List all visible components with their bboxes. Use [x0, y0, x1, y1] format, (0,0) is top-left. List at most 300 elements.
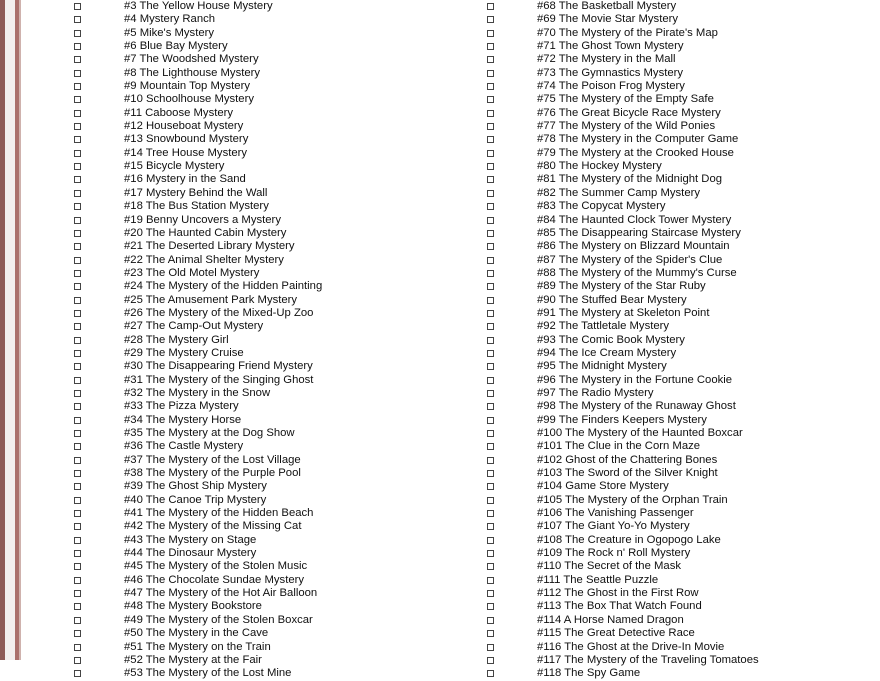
list-item[interactable] [461, 440, 880, 453]
checkbox-icon[interactable] [487, 670, 494, 677]
list-item[interactable] [22, 667, 461, 680]
checkbox-icon[interactable] [487, 537, 494, 544]
list-item[interactable] [461, 427, 880, 440]
checklist-right-list [461, 0, 880, 681]
checkbox-icon[interactable] [487, 56, 494, 63]
list-item[interactable] [461, 520, 880, 533]
list-item[interactable] [22, 53, 461, 66]
checkbox-cell [22, 574, 102, 584]
list-item[interactable] [461, 27, 880, 40]
list-item[interactable] [22, 574, 461, 587]
checkbox-icon[interactable] [74, 457, 81, 464]
checkbox-icon[interactable] [487, 577, 494, 584]
list-item[interactable] [461, 133, 880, 146]
checkbox-icon[interactable] [487, 550, 494, 557]
checkbox-cell [22, 267, 102, 277]
list-item[interactable] [461, 480, 880, 493]
list-item[interactable] [22, 454, 461, 467]
list-item[interactable] [22, 67, 461, 80]
checkbox-cell [461, 520, 515, 530]
checkbox-icon[interactable] [487, 150, 494, 157]
checkbox-cell [22, 600, 102, 610]
checkbox-cell [22, 307, 102, 317]
list-item[interactable] [22, 614, 461, 627]
checkbox-icon[interactable] [74, 96, 81, 103]
checkbox-icon[interactable] [74, 3, 81, 10]
list-item[interactable] [461, 80, 880, 93]
checkbox-cell [461, 227, 515, 237]
checkbox-icon[interactable] [487, 310, 494, 317]
checkbox-icon[interactable] [74, 390, 81, 397]
book-title: #51 The Mystery on the Train [124, 640, 271, 653]
book-title: #18 The Bus Station Mystery [124, 200, 269, 213]
checkbox-icon[interactable] [487, 30, 494, 37]
book-title: #70 The Mystery of the Pirate's Map [536, 26, 718, 39]
list-item[interactable] [22, 13, 461, 26]
checkbox-cell [461, 280, 515, 290]
list-item[interactable] [22, 507, 461, 520]
checkbox-icon[interactable] [487, 497, 494, 504]
list-item[interactable] [461, 414, 880, 427]
list-item[interactable] [22, 307, 461, 320]
checkbox-icon[interactable] [74, 257, 81, 264]
checkbox-icon[interactable] [487, 337, 494, 344]
book-title: #49 The Mystery of the Stolen Boxcar [124, 613, 313, 626]
list-item[interactable] [461, 214, 880, 227]
list-item[interactable] [22, 27, 461, 40]
list-item[interactable] [461, 227, 880, 240]
checkbox-icon[interactable] [74, 136, 81, 143]
checkbox-icon[interactable] [74, 577, 81, 584]
list-item[interactable] [461, 574, 880, 587]
book-title: #50 The Mystery in the Cave [124, 627, 269, 640]
book-title: #82 The Summer Camp Mystery [536, 186, 701, 199]
checkbox-icon[interactable] [74, 16, 81, 23]
checkbox-cell [461, 560, 515, 570]
list-item[interactable] [22, 133, 461, 146]
list-item[interactable] [22, 227, 461, 240]
book-title: #112 The Ghost in the First Row [536, 587, 699, 600]
list-item[interactable] [22, 40, 461, 53]
list-item[interactable] [461, 307, 880, 320]
checkbox-icon[interactable] [74, 270, 81, 277]
list-item[interactable] [461, 600, 880, 613]
checkbox-cell [22, 107, 102, 117]
book-title: #72 The Mystery in the Mall [536, 53, 676, 66]
checkbox-icon[interactable] [74, 590, 81, 597]
book-title: #103 The Sword of the Silver Knight [536, 467, 718, 480]
checkbox-icon[interactable] [487, 457, 494, 464]
list-item[interactable] [22, 427, 461, 440]
list-item[interactable] [461, 147, 880, 160]
list-item[interactable] [22, 440, 461, 453]
list-item[interactable] [461, 387, 880, 400]
checkbox-icon[interactable] [74, 70, 81, 77]
checkbox-icon[interactable] [74, 163, 81, 170]
checkbox-icon[interactable] [487, 603, 494, 610]
checkbox-icon[interactable] [74, 510, 81, 517]
book-title: #83 The Copycat Mystery [536, 200, 666, 213]
book-title: #28 The Mystery Girl [124, 333, 229, 346]
list-item[interactable] [22, 107, 461, 120]
checkbox-icon[interactable] [74, 43, 81, 50]
list-item[interactable] [461, 280, 880, 293]
list-item[interactable] [461, 294, 880, 307]
book-title: #97 The Radio Mystery [536, 386, 654, 399]
checkbox-icon[interactable] [487, 70, 494, 77]
checkbox-cell [22, 547, 102, 557]
checkbox-icon[interactable] [487, 377, 494, 384]
list-item[interactable] [461, 507, 880, 520]
checkbox-icon[interactable] [487, 417, 494, 424]
checkbox-icon[interactable] [74, 417, 81, 424]
checkbox-cell [461, 467, 515, 477]
checkbox-icon[interactable] [74, 377, 81, 384]
checkbox-cell [22, 320, 102, 330]
checkbox-icon[interactable] [74, 537, 81, 544]
checkbox-icon[interactable] [74, 230, 81, 237]
checkbox-cell [461, 240, 515, 250]
checkbox-icon[interactable] [487, 523, 494, 530]
checkbox-cell [22, 294, 102, 304]
checkbox-icon[interactable] [487, 630, 494, 637]
checkbox-icon[interactable] [74, 30, 81, 37]
list-item[interactable] [461, 560, 880, 573]
checkbox-icon[interactable] [487, 136, 494, 143]
list-item[interactable] [22, 187, 461, 200]
checkbox-cell [461, 80, 515, 90]
list-item[interactable] [461, 267, 880, 280]
list-item[interactable] [22, 374, 461, 387]
book-title: #33 The Pizza Mystery [124, 400, 239, 413]
checkbox-icon[interactable] [74, 283, 81, 290]
checkbox-cell [22, 374, 102, 384]
list-item[interactable] [22, 480, 461, 493]
checkbox-icon[interactable] [487, 270, 494, 277]
checkbox-cell [461, 547, 515, 557]
book-title: #29 The Mystery Cruise [124, 346, 244, 359]
checkbox-icon[interactable] [74, 483, 81, 490]
checkbox-icon[interactable] [487, 230, 494, 237]
checkbox-icon[interactable] [74, 310, 81, 317]
list-item[interactable] [22, 267, 461, 280]
list-item[interactable] [461, 160, 880, 173]
list-item[interactable] [22, 414, 461, 427]
checkbox-cell [461, 294, 515, 304]
checkbox-icon[interactable] [487, 16, 494, 23]
checkbox-icon[interactable] [74, 176, 81, 183]
list-item[interactable] [22, 547, 461, 560]
list-item[interactable] [461, 334, 880, 347]
checkbox-cell [461, 494, 515, 504]
list-item[interactable] [22, 520, 461, 533]
book-title: #20 The Haunted Cabin Mystery [124, 226, 287, 239]
checkbox-cell [461, 400, 515, 410]
list-item[interactable] [22, 280, 461, 293]
list-item[interactable] [461, 360, 880, 373]
list-item[interactable] [22, 254, 461, 267]
book-title: #12 Houseboat Mystery [124, 120, 244, 133]
list-item[interactable] [461, 454, 880, 467]
checkbox-icon[interactable] [487, 43, 494, 50]
list-item[interactable] [461, 0, 880, 13]
checkbox-cell [22, 40, 102, 50]
checkbox-cell [461, 187, 515, 197]
book-title: #27 The Camp-Out Mystery [124, 320, 264, 333]
checkbox-cell [461, 374, 515, 384]
checkbox-icon[interactable] [74, 470, 81, 477]
book-title: #45 The Mystery of the Stolen Music [124, 560, 308, 573]
checkbox-icon[interactable] [74, 350, 81, 357]
book-title: #79 The Mystery at the Crooked House [536, 146, 734, 159]
list-item[interactable] [22, 641, 461, 654]
list-item[interactable] [461, 534, 880, 547]
checkbox-icon[interactable] [74, 123, 81, 130]
list-item[interactable] [461, 667, 880, 680]
list-item[interactable] [22, 334, 461, 347]
checkbox-icon[interactable] [487, 430, 494, 437]
checkbox-icon[interactable] [487, 203, 494, 210]
book-title: #107 The Giant Yo-Yo Mystery [536, 520, 690, 533]
checkbox-icon[interactable] [487, 363, 494, 370]
checkbox-cell [461, 507, 515, 517]
checkbox-cell [461, 387, 515, 397]
list-item[interactable] [461, 200, 880, 213]
checkbox-icon[interactable] [487, 483, 494, 490]
book-title: #78 The Mystery in the Computer Game [536, 133, 739, 146]
checkbox-cell [22, 240, 102, 250]
list-item[interactable] [22, 654, 461, 667]
page-edge-gap [5, 0, 15, 660]
book-title: #31 The Mystery of the Singing Ghost [124, 373, 314, 386]
checkbox-icon[interactable] [74, 617, 81, 624]
list-item[interactable] [461, 547, 880, 560]
checkbox-icon[interactable] [74, 190, 81, 197]
list-item[interactable] [461, 67, 880, 80]
list-item[interactable] [22, 214, 461, 227]
book-title: #93 The Comic Book Mystery [536, 333, 685, 346]
list-item[interactable] [461, 494, 880, 507]
list-item[interactable] [22, 160, 461, 173]
checkbox-cell [22, 654, 102, 664]
checkbox-cell [461, 254, 515, 264]
checkbox-icon[interactable] [74, 217, 81, 224]
book-title: #10 Schoolhouse Mystery [124, 93, 254, 106]
checkbox-cell [461, 214, 515, 224]
book-title: #52 The Mystery at the Fair [124, 653, 262, 666]
list-item[interactable] [22, 560, 461, 573]
checkbox-icon[interactable] [487, 96, 494, 103]
checkbox-cell [22, 507, 102, 517]
checkbox-cell [22, 27, 102, 37]
checkbox-cell [461, 347, 515, 357]
list-item[interactable] [461, 347, 880, 360]
list-item[interactable] [461, 187, 880, 200]
list-item[interactable] [22, 347, 461, 360]
book-title: #5 Mike's Mystery [124, 26, 215, 39]
list-item[interactable] [22, 627, 461, 640]
checkbox-icon[interactable] [487, 190, 494, 197]
checkbox-cell [461, 627, 515, 637]
list-item[interactable] [461, 654, 880, 667]
checkbox-icon[interactable] [487, 590, 494, 597]
checkbox-icon[interactable] [487, 323, 494, 330]
list-item[interactable] [461, 40, 880, 53]
checkbox-icon[interactable] [74, 630, 81, 637]
list-item[interactable] [461, 120, 880, 133]
book-title: #99 The Finders Keepers Mystery [536, 413, 707, 426]
checkbox-icon[interactable] [487, 644, 494, 651]
checkbox-cell [22, 440, 102, 450]
page-edge-inner-bar-light [19, 0, 21, 660]
list-item[interactable] [22, 534, 461, 547]
list-item[interactable] [461, 627, 880, 640]
checkbox-icon[interactable] [487, 563, 494, 570]
checkbox-icon[interactable] [74, 523, 81, 530]
checkbox-icon[interactable] [487, 110, 494, 117]
checkbox-icon[interactable] [74, 497, 81, 504]
checkbox-icon[interactable] [74, 657, 81, 664]
checkbox-cell [22, 200, 102, 210]
checkbox-icon[interactable] [487, 176, 494, 183]
checkbox-cell [461, 53, 515, 63]
checkbox-cell [22, 587, 102, 597]
book-title: #87 The Mystery of the Spider's Clue [536, 253, 723, 266]
checkbox-icon[interactable] [487, 403, 494, 410]
checkbox-icon[interactable] [74, 203, 81, 210]
checkbox-icon[interactable] [487, 83, 494, 90]
checkbox-icon[interactable] [74, 110, 81, 117]
list-item[interactable] [461, 107, 880, 120]
checkbox-cell [461, 200, 515, 210]
book-title: #117 The Mystery of the Traveling Tomatoes [536, 653, 759, 666]
list-item[interactable] [461, 374, 880, 387]
list-item[interactable] [461, 254, 880, 267]
checkbox-icon[interactable] [487, 657, 494, 664]
list-item[interactable] [461, 13, 880, 26]
list-item[interactable] [461, 614, 880, 627]
list-item[interactable] [461, 320, 880, 333]
checkbox-icon[interactable] [74, 603, 81, 610]
book-title: #37 The Mystery of the Lost Village [124, 453, 301, 466]
checkbox-icon[interactable] [487, 243, 494, 250]
list-item[interactable] [22, 294, 461, 307]
list-item[interactable] [461, 173, 880, 186]
checkbox-icon[interactable] [74, 243, 81, 250]
list-item[interactable] [22, 494, 461, 507]
list-item[interactable] [22, 467, 461, 480]
checkbox-cell [22, 13, 102, 23]
book-title: #118 The Spy Game [536, 667, 641, 680]
list-item[interactable] [22, 600, 461, 613]
checkbox-icon[interactable] [74, 56, 81, 63]
checkbox-icon[interactable] [74, 323, 81, 330]
list-item[interactable] [461, 400, 880, 413]
book-title: #42 The Mystery of the Missing Cat [124, 520, 302, 533]
book-title: #74 The Poison Frog Mystery [536, 80, 685, 93]
checkbox-cell [461, 654, 515, 664]
checkbox-cell [461, 641, 515, 651]
checkbox-icon[interactable] [74, 297, 81, 304]
list-item[interactable] [22, 360, 461, 373]
checkbox-cell [22, 627, 102, 637]
checkbox-icon[interactable] [487, 257, 494, 264]
book-title: #108 The Creature in Ogopogo Lake [536, 533, 721, 546]
checkbox-cell [22, 414, 102, 424]
checkbox-icon[interactable] [487, 217, 494, 224]
checkbox-icon[interactable] [487, 350, 494, 357]
checkbox-icon[interactable] [74, 150, 81, 157]
checkbox-icon[interactable] [74, 443, 81, 450]
list-item[interactable] [461, 467, 880, 480]
checklist-left-list [22, 0, 461, 681]
checkbox-icon[interactable] [74, 363, 81, 370]
book-title: #84 The Haunted Clock Tower Mystery [536, 213, 732, 226]
checkbox-icon[interactable] [74, 550, 81, 557]
book-title: #111 The Seattle Puzzle [536, 573, 659, 586]
checkbox-icon[interactable] [487, 3, 494, 10]
list-item[interactable] [461, 53, 880, 66]
book-title: #96 The Mystery in the Fortune Cookie [536, 373, 733, 386]
list-item[interactable] [461, 587, 880, 600]
checkbox-icon[interactable] [487, 297, 494, 304]
list-item[interactable] [461, 93, 880, 106]
checkbox-cell [22, 467, 102, 477]
checkbox-icon[interactable] [487, 617, 494, 624]
list-item[interactable] [22, 320, 461, 333]
book-title: #7 The Woodshed Mystery [124, 53, 259, 66]
checkbox-icon[interactable] [487, 163, 494, 170]
checkbox-cell [22, 133, 102, 143]
checkbox-icon[interactable] [487, 390, 494, 397]
list-item[interactable] [22, 0, 461, 13]
checkbox-cell [22, 480, 102, 490]
checkbox-icon[interactable] [74, 83, 81, 90]
checkbox-icon[interactable] [487, 510, 494, 517]
book-title: #89 The Mystery of the Star Ruby [536, 280, 706, 293]
checkbox-icon[interactable] [74, 563, 81, 570]
list-item[interactable] [22, 200, 461, 213]
checkbox-icon[interactable] [74, 644, 81, 651]
list-item[interactable] [22, 587, 461, 600]
checkbox-icon[interactable] [487, 443, 494, 450]
checkbox-icon[interactable] [74, 670, 81, 677]
checkbox-icon[interactable] [487, 283, 494, 290]
book-title: #8 The Lighthouse Mystery [124, 66, 261, 79]
list-item[interactable] [22, 400, 461, 413]
book-title: #76 The Great Bicycle Race Mystery [536, 106, 721, 119]
list-item[interactable] [22, 93, 461, 106]
list-item[interactable] [22, 147, 461, 160]
checkbox-icon[interactable] [487, 123, 494, 130]
book-title: #109 The Rock n' Roll Mystery [536, 547, 691, 560]
list-item[interactable] [22, 80, 461, 93]
checkbox-icon[interactable] [487, 470, 494, 477]
checkbox-icon[interactable] [74, 337, 81, 344]
book-title: #113 The Box That Watch Found [536, 600, 702, 613]
list-item[interactable] [22, 173, 461, 186]
book-title: #85 The Disappearing Staircase Mystery [536, 226, 741, 239]
list-item[interactable] [461, 641, 880, 654]
checkbox-cell [22, 641, 102, 651]
checkbox-icon[interactable] [74, 403, 81, 410]
list-item[interactable] [22, 387, 461, 400]
book-title: #39 The Ghost Ship Mystery [124, 480, 267, 493]
list-item[interactable] [22, 240, 461, 253]
checkbox-icon[interactable] [74, 430, 81, 437]
list-item[interactable] [22, 120, 461, 133]
list-item[interactable] [461, 240, 880, 253]
